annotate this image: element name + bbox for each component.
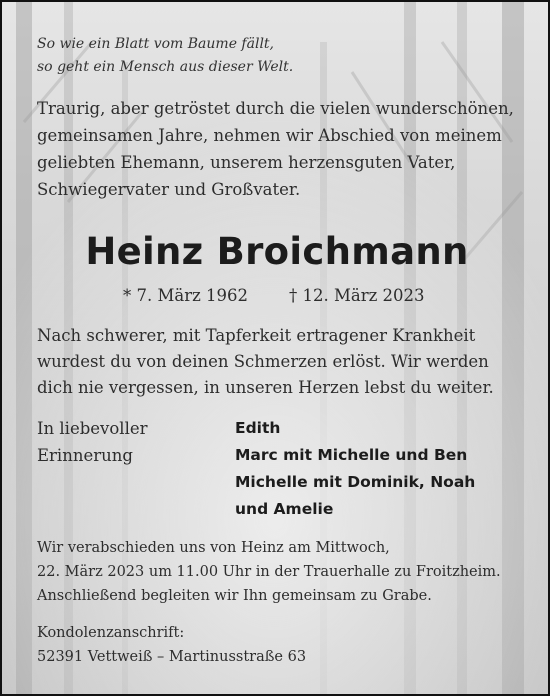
family-member: Michelle mit Dominik, Noah <box>235 473 476 491</box>
intro-line: Schwiegervater und Großvater. <box>37 180 301 199</box>
family-member: Edith <box>235 419 281 437</box>
deceased-name: Heinz Broichmann <box>85 230 469 273</box>
funeral-line: 22. März 2023 um 11.00 Uhr in der Trauerhalle zu Froitzheim. <box>37 564 501 580</box>
death-date: † 12. März 2023 <box>289 286 425 305</box>
condolence-address: 52391 Vettweiß – Martinusstraße 63 <box>37 649 307 665</box>
funeral-line: Wir verabschieden uns von Heinz am Mittwoch, <box>37 540 390 556</box>
message-line: Nach schwerer, mit Tapferkeit ertragener Krankheit <box>37 326 476 345</box>
family-member: und Amelie <box>235 500 334 518</box>
motto-line: so geht ein Mensch aus dieser Welt. <box>37 59 294 75</box>
message-line: wurdest du von deinen Schmerzen erlöst. Wir werden <box>37 352 489 371</box>
intro-line: gemeinsamen Jahre, nehmen wir Abschied von meinem <box>37 126 502 145</box>
family-member: Marc mit Michelle und Ben <box>235 446 468 464</box>
condolence-label: Kondolenzanschrift: <box>37 625 185 641</box>
message-line: dich nie vergessen, in unseren Herzen lebst du weiter. <box>37 378 494 397</box>
motto-line: So wie ein Blatt vom Baume fällt, <box>37 36 274 52</box>
funeral-line: Anschließend begleiten wir Ihn gemeinsam zu Grabe. <box>37 588 432 604</box>
remembrance-line: Erinnerung <box>37 446 133 465</box>
remembrance-line: In liebevoller <box>37 419 148 438</box>
intro-line: geliebten Ehemann, unserem herzensguten Vater, <box>37 153 456 172</box>
birth-date: * 7. März 1962 <box>123 286 249 305</box>
intro-line: Traurig, aber getröstet durch die vielen wunderschönen, <box>37 99 514 118</box>
